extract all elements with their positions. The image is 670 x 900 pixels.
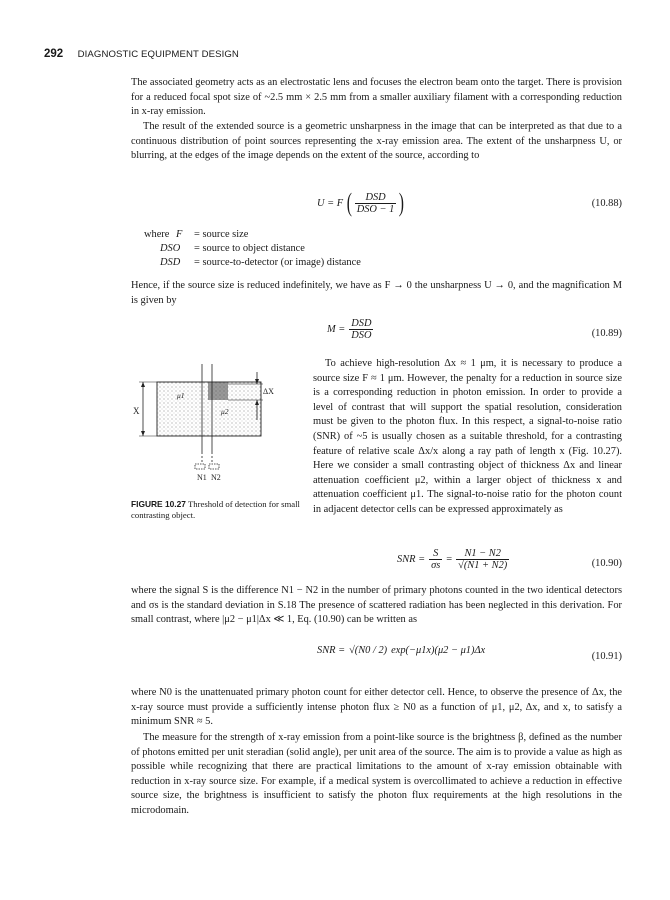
- paragraph-4: To achieve high-resolution Δx ≈ 1 μm, it is necessary to produce a source size F ≈ 1 μm. However, the penalty for a reduction in source size is a corresponding reduction in photon emission. In order to provide a level of contrast that will support the spatial resolution, consideration must be given to the photon flux. In this respect, a signal-to-noise ratio (SNR) of ~5 is usually chosen as a suitable threshold, for a contrasting feature of relative scale Δx/x along a ray path of length x (Fig. 10.27). Here we consider a small contrasting object of thickness Δx and linear attenuation coefficient μ2, within a larger object of thickness x and attenuation coefficient μ1. The signal-to-noise ratio for the photon count in adjacent detector cells can be expressed approximately as: [313, 358, 622, 515]
- paragraph-1: The associated geometry acts as an electrostatic lens and focuses the electron beam onto the target. There is provision for a reduced focal spot size of ~2.5 mm × 2.5 mm from a smaller auxiliary filament with a corresponding reduction in x-ray emission.: [131, 77, 622, 118]
- equation-10-90: [131, 546, 622, 582]
- eq2-lhs: M =: [327, 324, 346, 335]
- eq4-number: (10.91): [591, 651, 622, 662]
- eq4-rhs: exp(−μ1x)(μ2 − μ1)Δx: [391, 645, 486, 656]
- eq2-number: (10.89): [591, 328, 622, 339]
- equation-10-88: U = F ( $\frac{\text{DSD}}{\text{DSO − 1}}$ ) (10.88): [317, 188, 622, 217]
- caption-text: Threshold of detection for small contrasting object.: [131, 499, 300, 521]
- eq3-number: (10.90): [591, 558, 622, 569]
- label-n1: N1: [197, 473, 207, 482]
- label-x: X: [133, 406, 140, 416]
- eq4-lhs: SNR =: [317, 645, 346, 656]
- label-mu1: μ1: [177, 391, 185, 400]
- eq1-number: (10.88): [591, 198, 622, 209]
- paragraph-3: Hence, if the source size is reduced indefinitely, we have as F → 0 the unsharpness U → 0, and the magnification M is given by: [131, 280, 622, 306]
- paragraph-6: where N0 is the unattenuated primary photon count for either detector cell. Hence, to observe the presence of Δx, the x-ray source must provide a sufficiently intense photon flux ≥ N0 as a function of μ1, μ2, Δx, and x, to satisfy a minimum SNR ≈ 5.: [131, 687, 622, 728]
- paragraph-7: The measure for the strength of x-ray emission from a point-like source is the brightness β, defined as the number of photons emitted per unit steradian (solid angle), per unit area of the source. The aim is to provide a value as high as possible while recognizing that there are practical limitations to the amount of x-ray emission obtainable with reduction in x-ray source size. For example, if a medical system is overcollimated to achieve a reduction in effective source size, the brightness is insufficient to satisfy the photon flux requirements at the high resolutions in the microdomain.: [131, 732, 622, 816]
- eq3-mid: =: [446, 554, 453, 565]
- def-term-dsd: DSD: [160, 256, 181, 268]
- label-mu2: μ2: [221, 407, 229, 416]
- eq4-root: √(N0 / 2): [349, 645, 388, 656]
- def-term-dso: DSO: [160, 242, 181, 254]
- eq3-den1: σs: [431, 560, 441, 571]
- detector-2: [209, 464, 219, 469]
- figure-diagram: [131, 362, 301, 492]
- paragraph-5: where the signal S is the difference N1 − N2 in the number of primary photons counted in the two identical detectors and σs is the standard deviation in S.18 The presence of scattered radiation has been neglected in this derivation. For small contrast, where |μ2 − μ1|Δx ≪ 1, Eq. (10.90) can be written as: [131, 585, 622, 626]
- label-dx: ΔX: [263, 387, 274, 396]
- label-n2: N2: [211, 473, 221, 482]
- running-title: DIAGNOSTIC EQUIPMENT DESIGN: [77, 49, 239, 60]
- eq3-num2: N1 − N2: [456, 548, 509, 560]
- equation-10-89: [131, 316, 622, 352]
- def-term-f: F: [176, 229, 183, 240]
- paragraph-2: The result of the extended source is a geometric unsharpness in the image that can be interpreted as that due to a continuous distribution of point sources representing the x-ray emission area. The extent of the unsharpness U, or blurring, at the edges of the image depends on the extent of the source, according to: [131, 121, 622, 162]
- small-object: [208, 382, 228, 400]
- definitions-list: [144, 228, 361, 269]
- detector-1: [195, 464, 205, 469]
- caption-label: FIGURE 10.27: [131, 499, 186, 509]
- eq2-numerator: DSD: [351, 318, 372, 329]
- def-text-dsd: = source-to-detector (or image) distance: [194, 256, 361, 268]
- eq3-lhs: SNR =: [397, 554, 426, 565]
- figure-10-27: [131, 362, 301, 497]
- equation-10-91: [131, 643, 622, 673]
- eq3-den2: √(N1 + N2): [458, 560, 508, 571]
- eq1-denominator: DSO − 1: [356, 203, 395, 215]
- figure-caption: [131, 499, 301, 522]
- def-text-f: = source size: [194, 229, 249, 240]
- eq1-numerator: DSD: [355, 192, 397, 204]
- running-header: [44, 48, 239, 60]
- eq3-num1: S: [429, 548, 442, 560]
- eq2-denominator: DSO: [351, 330, 372, 341]
- def-text-dso: = source to object distance: [194, 242, 305, 254]
- page-number: 292: [44, 48, 64, 60]
- eq1-lhs: U = F: [317, 197, 344, 209]
- definitions-intro: where: [144, 229, 170, 240]
